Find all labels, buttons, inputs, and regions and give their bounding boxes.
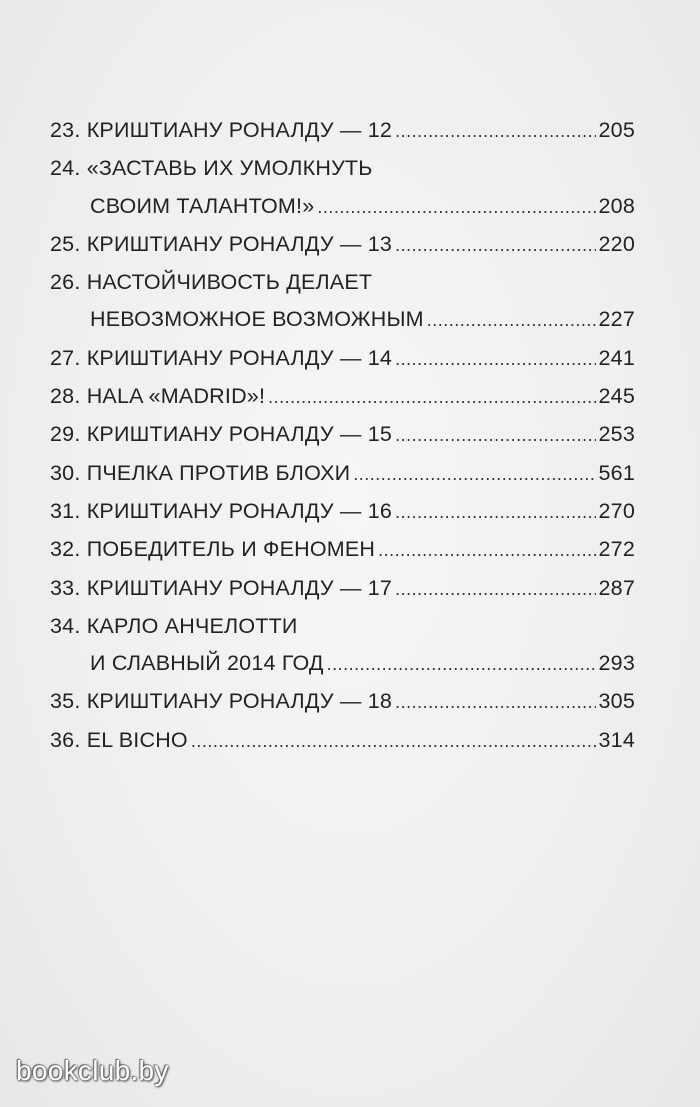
toc-entry-line bbox=[50, 340, 635, 378]
toc-entry-title: КРИШТИАНУ РОНАЛДУ — 13 bbox=[86, 231, 393, 256]
toc-entry-line bbox=[50, 226, 635, 264]
toc-entry-line bbox=[50, 416, 635, 454]
toc-entry-page-number: 272 bbox=[598, 537, 635, 562]
toc-entry-line bbox=[50, 683, 635, 721]
dot-leader bbox=[395, 494, 595, 531]
toc-entry-title: СВОИМ ТАЛАНТОМ!» bbox=[90, 193, 315, 218]
toc-entry-number: 29. bbox=[50, 422, 81, 447]
dot-leader bbox=[395, 227, 595, 264]
toc-entry-number: 26. bbox=[50, 270, 81, 295]
toc-entry bbox=[50, 683, 635, 721]
dot-leader bbox=[317, 189, 595, 226]
toc-entry-title: HALA «MADRID»! bbox=[86, 384, 266, 409]
toc-entry-line bbox=[50, 301, 635, 339]
toc-entry bbox=[50, 264, 635, 340]
dot-leader bbox=[427, 302, 596, 339]
toc-entry-title: КРИШТИАНУ РОНАЛДУ — 15 bbox=[86, 422, 393, 447]
toc-entry-title: EL BICHO bbox=[86, 727, 188, 752]
toc-entry-number: 35. bbox=[50, 689, 81, 714]
toc-entry-title: ПОБЕДИТЕЛЬ И ФЕНОМЕН bbox=[86, 537, 376, 562]
toc-entry bbox=[50, 570, 635, 608]
toc-entry bbox=[50, 608, 635, 684]
toc-entry bbox=[50, 226, 635, 264]
toc-entry-title: КРИШТИАНУ РОНАЛДУ — 18 bbox=[86, 689, 393, 714]
toc-entry-title: НЕВОЗМОЖНОЕ ВОЗМОЖНЫМ bbox=[90, 307, 424, 332]
toc-entry-number: 30. bbox=[50, 460, 81, 485]
toc-entry-number: 32. bbox=[50, 537, 81, 562]
toc-entry bbox=[50, 112, 635, 150]
toc-entry bbox=[50, 722, 635, 760]
toc-entry-title: НАСТОЙЧИВОСТЬ ДЕЛАЕТ bbox=[86, 270, 373, 295]
dot-leader bbox=[327, 646, 596, 683]
dot-leader bbox=[395, 417, 595, 454]
toc-entry-title: КАРЛО АНЧЕЛОТТИ bbox=[86, 613, 298, 638]
toc-entry bbox=[50, 493, 635, 531]
dot-leader bbox=[395, 684, 595, 721]
toc-entry bbox=[50, 150, 635, 226]
toc-entry-number: 27. bbox=[50, 345, 81, 370]
dot-leader bbox=[395, 113, 595, 150]
toc-entry-title: КРИШТИАНУ РОНАЛДУ — 16 bbox=[86, 498, 393, 523]
toc-entry bbox=[50, 340, 635, 378]
toc-entry-title: КРИШТИАНУ РОНАЛДУ — 12 bbox=[86, 118, 393, 142]
toc-entry-number: 25. bbox=[50, 231, 81, 256]
toc-entry-page-number: 205 bbox=[598, 118, 635, 142]
toc-entry-line bbox=[50, 608, 635, 645]
toc-entry-line bbox=[50, 493, 635, 531]
toc-entry-line bbox=[50, 150, 635, 187]
toc-entry-title: «ЗАСТАВЬ ИХ УМОЛКНУТЬ bbox=[86, 156, 373, 181]
toc-entry-page-number: 227 bbox=[598, 307, 635, 332]
toc-entry-line bbox=[50, 722, 635, 760]
toc-entry-page-number: 220 bbox=[598, 231, 635, 256]
toc-entry-number: 28. bbox=[50, 384, 81, 409]
toc-entry-title: И СЛАВНЫЙ 2014 ГОД bbox=[90, 651, 324, 676]
toc-entry-line bbox=[50, 645, 635, 683]
toc-entry-title: КРИШТИАНУ РОНАЛДУ — 17 bbox=[86, 575, 393, 600]
toc-entry-page-number: 241 bbox=[598, 345, 635, 370]
toc-entry-number: 31. bbox=[50, 498, 81, 523]
toc-entry bbox=[50, 531, 635, 569]
toc-entry bbox=[50, 455, 635, 493]
dot-leader bbox=[395, 341, 595, 378]
toc-entry-number: 23. bbox=[50, 118, 81, 142]
toc-entry-line bbox=[50, 378, 635, 416]
toc-entry-page-number: 253 bbox=[598, 422, 635, 447]
table-of-contents bbox=[50, 112, 635, 760]
toc-entry-line bbox=[50, 264, 635, 301]
dot-leader bbox=[191, 723, 596, 760]
toc-entry-page-number: 287 bbox=[598, 575, 635, 600]
toc-entry-number: 36. bbox=[50, 727, 81, 752]
toc-entry-line bbox=[50, 570, 635, 608]
toc-entry-page-number: 245 bbox=[598, 384, 635, 409]
dot-leader bbox=[395, 571, 595, 608]
dot-leader bbox=[268, 379, 595, 416]
toc-entry-number: 34. bbox=[50, 613, 81, 638]
toc-entry-line bbox=[50, 455, 635, 493]
toc-entry-line bbox=[50, 531, 635, 569]
toc-entry-page-number: 270 bbox=[598, 498, 635, 523]
dot-leader bbox=[353, 456, 595, 493]
toc-entry-page-number: 314 bbox=[598, 727, 635, 752]
toc-entry-page-number: 208 bbox=[598, 193, 635, 218]
toc-entry-page-number: 293 bbox=[598, 651, 635, 676]
toc-entry-number: 33. bbox=[50, 575, 81, 600]
toc-entry-page-number: 305 bbox=[598, 689, 635, 714]
toc-entry-title: ПЧЕЛКА ПРОТИВ БЛОХИ bbox=[86, 460, 351, 485]
toc-entry-title: КРИШТИАНУ РОНАЛДУ — 14 bbox=[86, 345, 393, 370]
toc-entry bbox=[50, 416, 635, 454]
toc-entry bbox=[50, 378, 635, 416]
toc-entry-number: 24. bbox=[50, 156, 81, 181]
toc-entry-line bbox=[50, 188, 635, 226]
toc-entry-line bbox=[50, 112, 635, 150]
toc-entry-page-number: 561 bbox=[598, 460, 635, 485]
watermark: bookclub.by bbox=[16, 1055, 169, 1086]
dot-leader bbox=[378, 532, 595, 569]
